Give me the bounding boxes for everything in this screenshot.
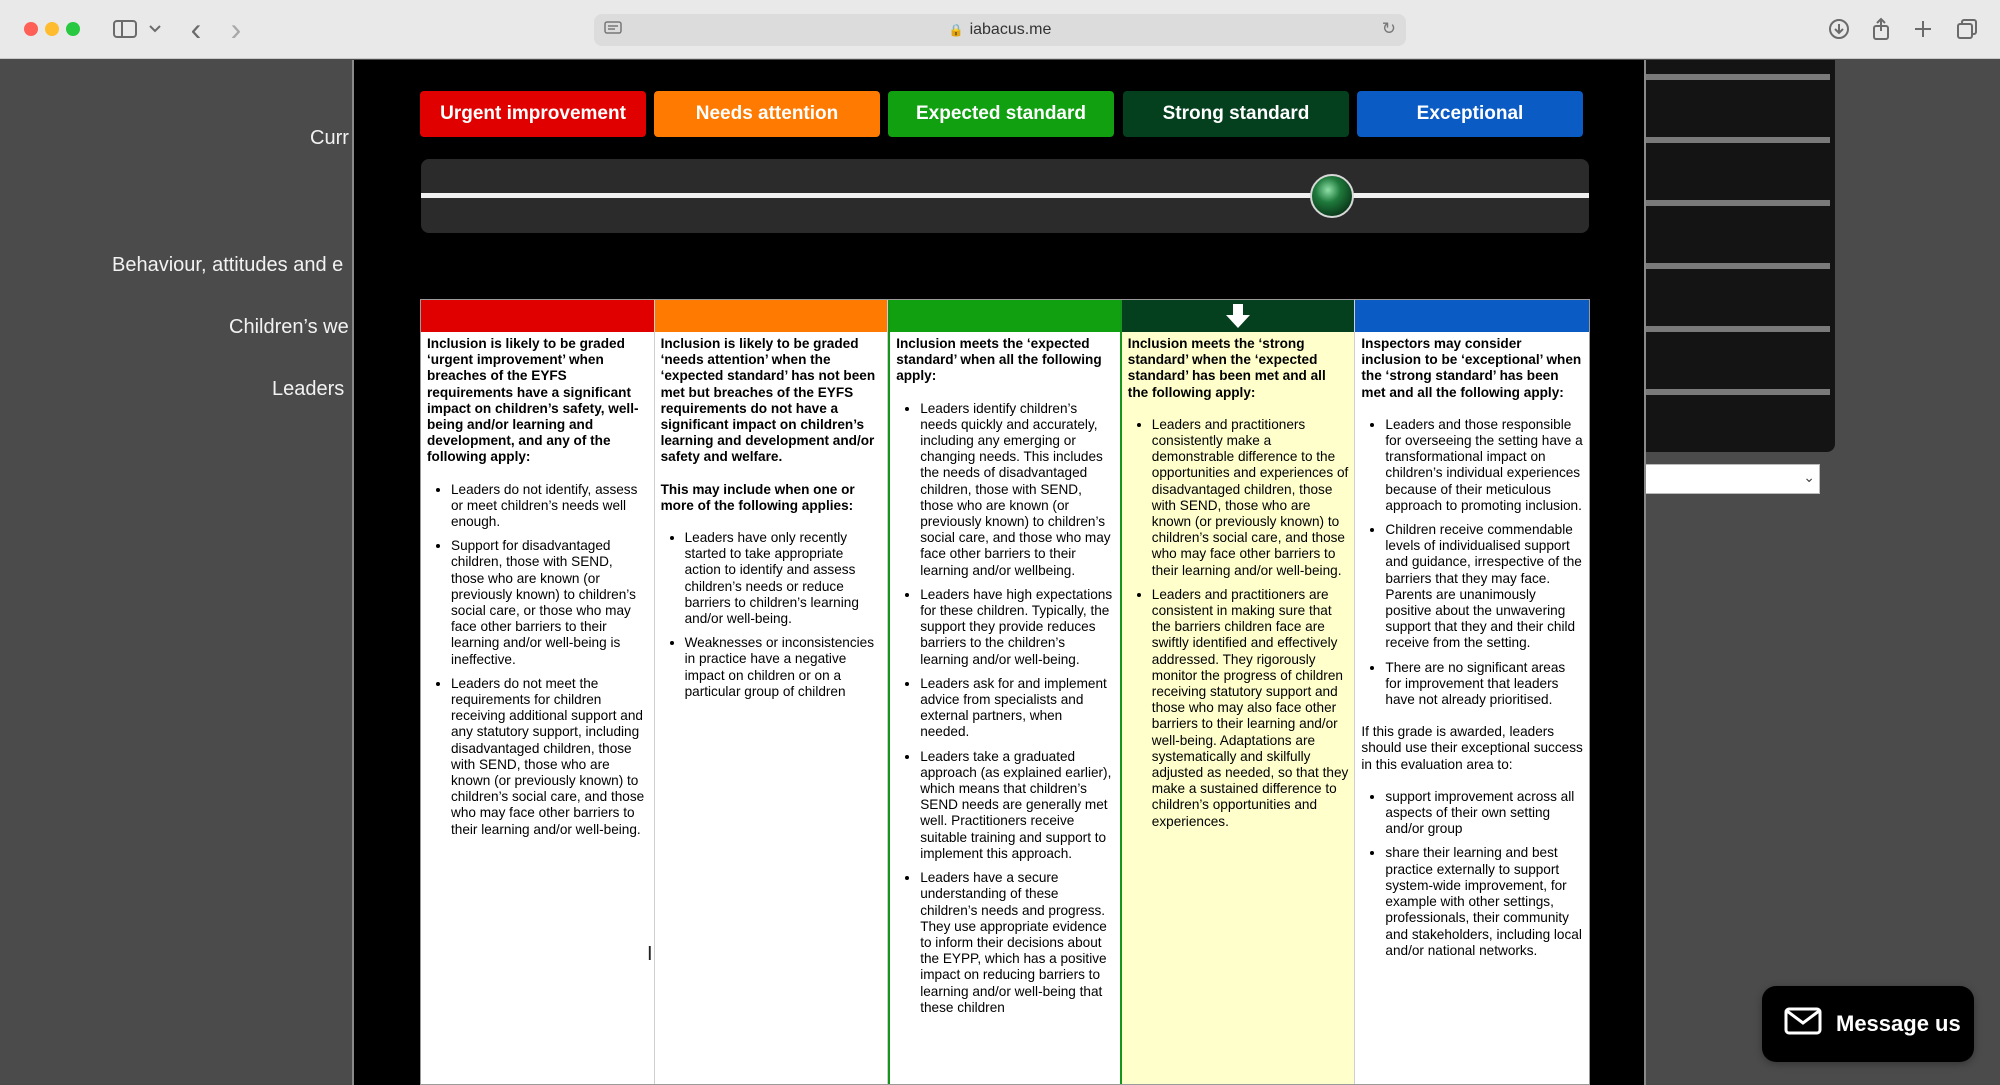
column-body xyxy=(655,332,888,700)
grade-button-exceptional[interactable]: Exceptional xyxy=(1357,91,1583,137)
criteria-item: • Leaders have a secure understanding of these children’s needs and progress. They use appropriate evidence to inform their decisions about the EYPP, which has a positive impact on reducing barriers to learning and/or well-being that these children xyxy=(920,870,1114,1016)
criteria-item: • Leaders and practitioners are consistent in making sure that the barriers children face are swiftly identified and effectively addressed. They rigorously monitor the progress of children receiving statutory support and those who may also face other barriers to their learning and/or well-being. Adaptations are systematically and skilfully adjusted as needed, so that they make a sustained difference to children’s opportunities and experiences. xyxy=(1152,587,1349,830)
envelope-icon xyxy=(1784,1007,1822,1041)
background-select[interactable] xyxy=(1645,464,1820,494)
background-label: Leaders xyxy=(272,378,345,400)
column-color-header xyxy=(1122,300,1355,332)
grade-button-strong-standard[interactable]: Strong standard xyxy=(1123,91,1349,137)
grade-button-expected-standard[interactable]: Expected standard xyxy=(888,91,1114,137)
background-bar xyxy=(1645,263,1830,269)
criteria-item: • Leaders and those responsible for overseeing the setting have a transformational impact on children’s individual experiences because of their meticulous approach to promoting inclusion. xyxy=(1385,417,1583,514)
browser-toolbar xyxy=(0,0,2000,59)
column-body xyxy=(890,332,1120,1016)
text-cursor-icon: I xyxy=(647,943,653,965)
background-bar xyxy=(1645,200,1830,206)
download-icon[interactable] xyxy=(1826,14,1852,44)
column-intro xyxy=(1128,336,1349,401)
background-bar xyxy=(1645,326,1830,332)
grade-button-needs-attention[interactable]: Needs attention xyxy=(654,91,880,137)
column-subintro xyxy=(661,482,882,514)
column-intro-text: Inspectors may consider inclusion to be ‘exceptional’ when the ‘strong standard’ has been met and all the following apply: xyxy=(1361,336,1582,400)
url-text: iabacus.me xyxy=(969,21,1052,38)
address-bar[interactable] xyxy=(594,14,1406,46)
criteria-list xyxy=(1385,789,1583,959)
sidebar-toggle-icon[interactable] xyxy=(110,14,140,44)
column-body xyxy=(421,332,654,838)
tab-overview-icon[interactable] xyxy=(1954,14,1980,44)
arrow-down-icon xyxy=(1225,303,1251,329)
reload-icon[interactable]: ↻ xyxy=(1381,19,1396,38)
criteria-item: • Leaders take a graduated approach (as explained earlier), which means that children’s SEND needs are generally met well. Practitioners receive suitable training and support to implement this approach. xyxy=(920,749,1114,862)
zoom-window-button[interactable] xyxy=(66,22,80,36)
message-us-button[interactable] xyxy=(1762,986,1974,1062)
grade-descriptor-table xyxy=(420,299,1590,1085)
column-intro xyxy=(427,336,648,466)
background-label: Behaviour, attitudes and e xyxy=(112,254,344,276)
background-bar xyxy=(1645,137,1830,143)
column-intro-text: Inclusion meets the ‘expected standard’ when all the following apply: xyxy=(896,336,1102,384)
criteria-item: • Leaders have only recently started to take appropriate action to identify and assess children’s needs or reduce barriers to children’s learning and/or well-being. xyxy=(685,530,882,627)
grade-button-urgent-improvement[interactable]: Urgent improvement xyxy=(420,91,646,137)
descriptor-column-needs-attention xyxy=(655,300,889,1084)
minimize-window-button[interactable] xyxy=(45,22,59,36)
chevron-down-icon: ⌄ xyxy=(1803,469,1815,485)
background-label: Curr xyxy=(310,127,349,149)
descriptor-column-exceptional xyxy=(1355,300,1589,1084)
criteria-list xyxy=(685,530,882,700)
column-intro-text: Inclusion is likely to be graded ‘needs attention’ when the ‘expected standard’ has not been met but breaches of the EYFS requirements do not have a significant impact on children’s learning and development and/or safety and welfare. xyxy=(660,336,876,465)
grade-slider[interactable] xyxy=(421,159,1589,233)
column-color-header xyxy=(890,300,1120,332)
column-intro xyxy=(661,336,882,466)
column-intro xyxy=(896,336,1114,385)
criteria-item: • Leaders do not meet the requirements for children receiving additional support and any statutory support, including disadvantaged children, those with SEND, those who are known (or previously known) to children’s social care, and those who may face other barriers to their learning and/or well-being. xyxy=(451,676,648,838)
criteria-item: • Children receive commendable levels of individualised support and guidance, irrespective of the barriers that they may face. Parents are unanimously positive about the unwavering support that they and their child receive from the setting. xyxy=(1385,522,1583,652)
criteria-list xyxy=(1385,417,1583,708)
criteria-list xyxy=(1152,417,1349,830)
criteria-item: • Weaknesses or inconsistencies in practice have a negative impact on children or on a particular group of children xyxy=(685,635,882,700)
criteria-item: • Leaders and practitioners consistently make a demonstrable difference to the opportunities and experiences of disadvantaged children, those with SEND, those who are known (or previously known) to children’s social care, and those who may face other barriers to their learning and/or well-being. xyxy=(1152,417,1349,579)
grade-descriptor-modal xyxy=(352,60,1646,1085)
back-button[interactable]: ‹ xyxy=(190,10,202,47)
criteria-list xyxy=(451,482,648,838)
column-intro-text: Inclusion meets the ‘strong standard’ when the ‘expected standard’ has been met and all the following apply: xyxy=(1127,336,1326,400)
criteria-item: • Leaders do not identify, assess or meet children’s needs well enough. xyxy=(451,482,648,531)
page-menu-icon[interactable] xyxy=(604,21,622,42)
slider-handle[interactable] xyxy=(1310,174,1354,218)
lock-icon: 🔒 xyxy=(948,23,964,37)
new-tab-icon[interactable] xyxy=(1910,14,1936,44)
column-subintro-text: This may include when one or more of the following applies: xyxy=(660,481,855,513)
criteria-item: • share their learning and best practice externally to support system-wide improvement, for example with other settings, professionals, their community and stakeholders, including local and/or national networks. xyxy=(1385,845,1583,958)
forward-button[interactable]: › xyxy=(230,10,242,47)
criteria-item: • There are no significant areas for improvement that leaders have not already prioritised. xyxy=(1385,660,1583,709)
background-label: Children’s we xyxy=(229,316,349,338)
criteria-item: • Leaders identify children’s needs quickly and accurately, including any emerging or changing needs. This includes the needs of disadvantaged children, those with SEND, those who are known (or previously known) to children’s social care, and those who may face other barriers to their learning and/or wellbeing. xyxy=(920,401,1114,579)
criteria-list xyxy=(920,401,1114,1016)
slider-track xyxy=(421,193,1589,198)
column-intro-text: Inclusion is likely to be graded ‘urgent improvement’ when breaches of the EYFS requirements have a significant impact on children’s safety, well-being and/or learning and development, and any of the following apply: xyxy=(427,336,639,465)
descriptor-column-expected-standard xyxy=(888,300,1122,1084)
column-outro: If this grade is awarded, leaders should use their exceptional success in this evaluation area to: xyxy=(1361,724,1583,772)
close-window-button[interactable] xyxy=(24,22,38,36)
chevron-down-icon[interactable] xyxy=(146,14,164,44)
column-intro xyxy=(1361,336,1583,401)
share-icon[interactable] xyxy=(1868,14,1894,44)
criteria-item: • Leaders ask for and implement advice from specialists and external partners, when needed. xyxy=(920,676,1114,741)
column-body xyxy=(1122,332,1355,830)
column-color-header xyxy=(655,300,888,332)
descriptor-column-urgent-improvement xyxy=(421,300,655,1084)
background-bar xyxy=(1645,389,1830,395)
criteria-item: • Leaders have high expectations for these children. Typically, the support they provide reduces barriers to the children’s learning and/or well-being. xyxy=(920,587,1114,668)
criteria-item: • Support for disadvantaged children, those with SEND, those who are known (or previously known) to children’s social care, or those who may face other barriers to their learning and/or well-being is ineffective. xyxy=(451,538,648,668)
criteria-item: • support improvement across all aspects of their own setting and/or group xyxy=(1385,789,1583,838)
column-color-header xyxy=(1355,300,1589,332)
column-body xyxy=(1355,332,1589,959)
column-color-header xyxy=(421,300,654,332)
descriptor-column-strong-standard xyxy=(1122,300,1356,1084)
message-us-label: Message us xyxy=(1836,1011,1961,1036)
background-bar xyxy=(1645,74,1830,80)
